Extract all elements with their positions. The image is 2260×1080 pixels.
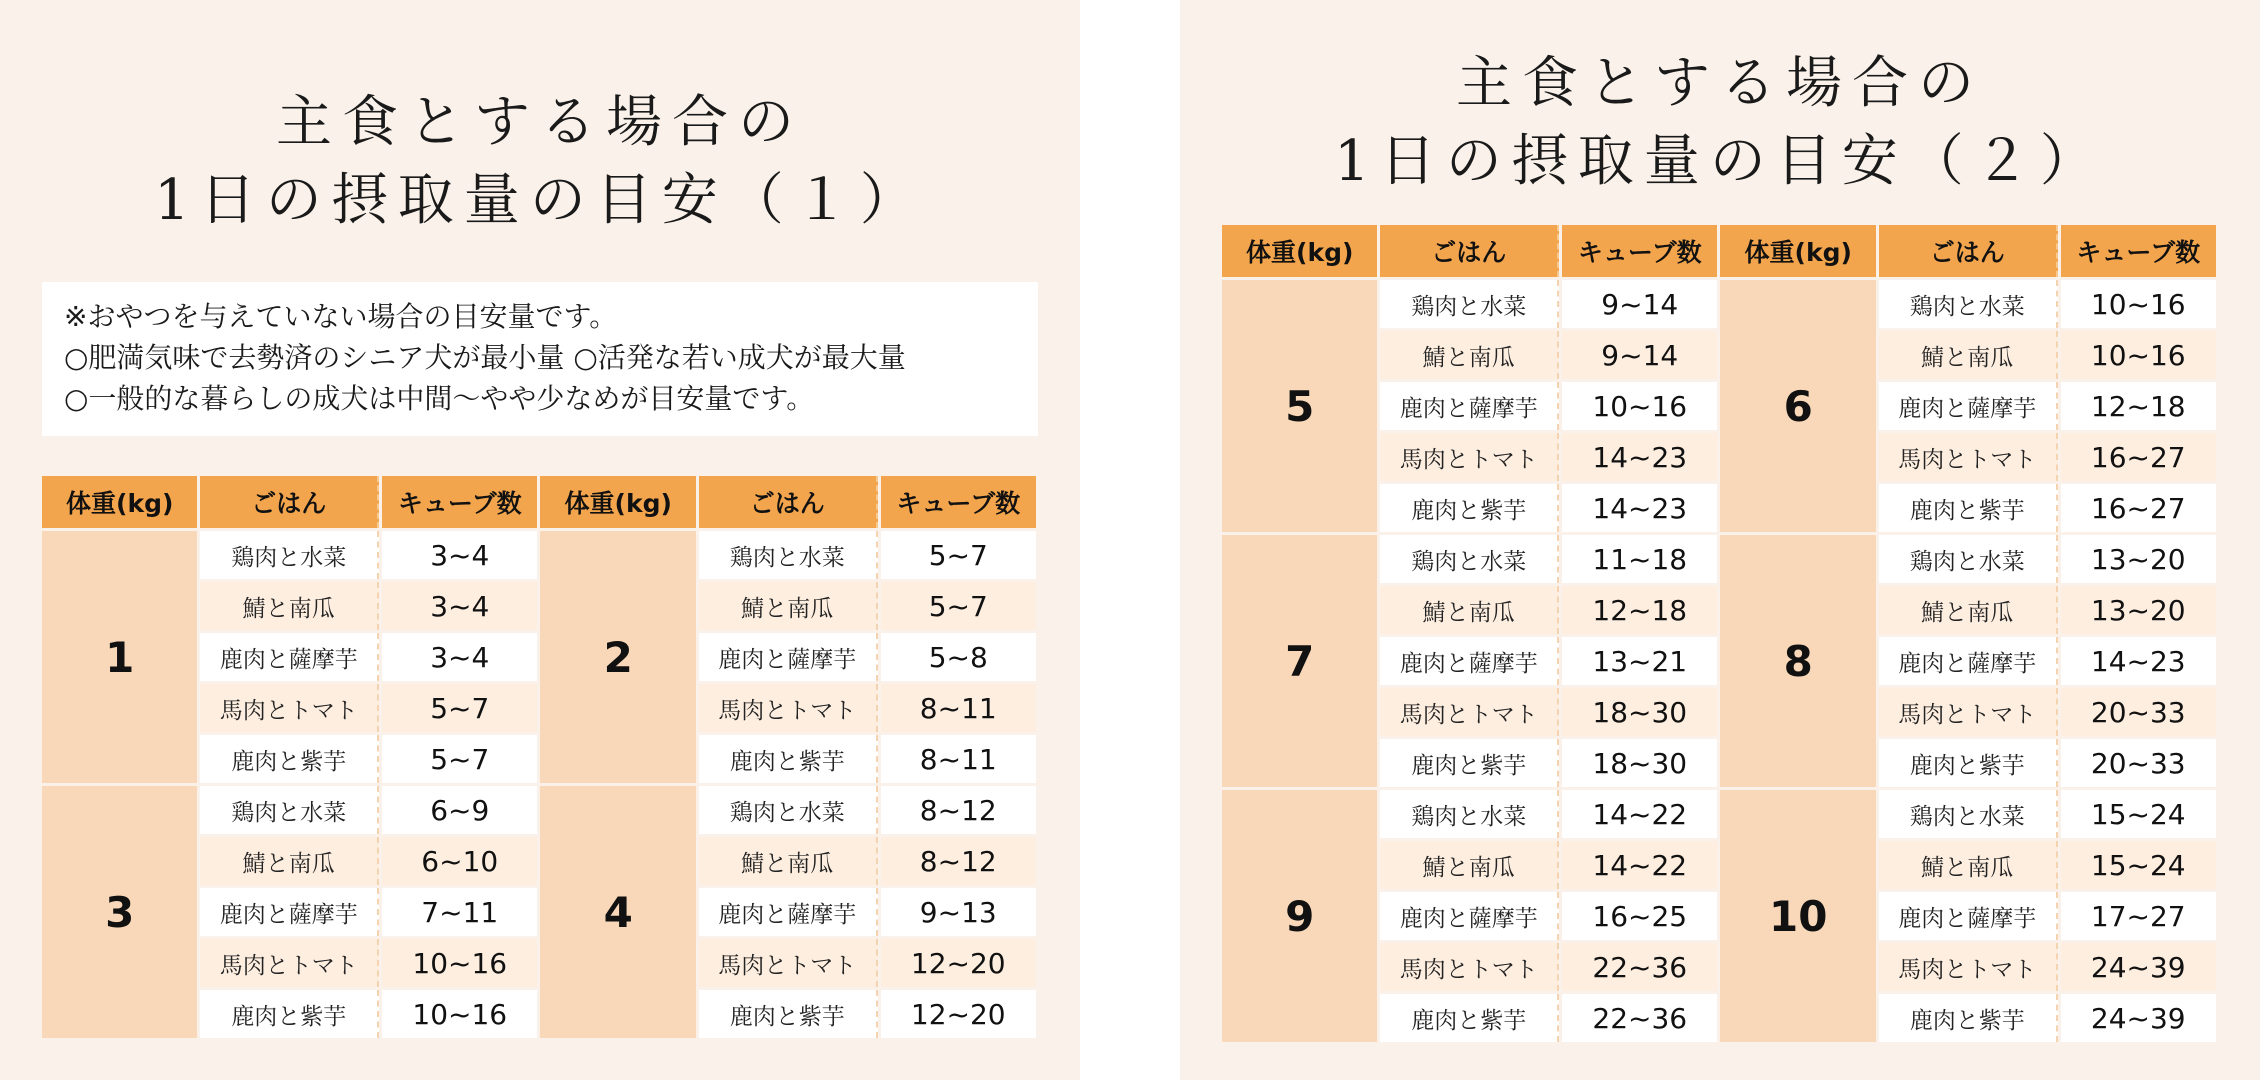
food-column-header: ごはん — [1879, 225, 2058, 277]
food-cell: 馬肉とトマト — [1380, 943, 1559, 991]
food-cell: 鶏肉と水菜 — [1380, 535, 1559, 583]
cube-count-cell: 5~7 — [881, 531, 1037, 579]
cube-count-cell: 13~20 — [2061, 586, 2217, 634]
food-cell: 鹿肉と紫芋 — [1380, 994, 1559, 1042]
food-cell: 馬肉とトマト — [1879, 943, 2058, 991]
food-cell: 馬肉とトマト — [699, 684, 878, 732]
note-box — [42, 282, 1038, 436]
table-row — [1222, 280, 2216, 328]
weight-cell: 9 — [1222, 790, 1377, 1042]
food-cell: 馬肉とトマト — [200, 939, 379, 987]
title-line-1: 主食とする場合の — [1456, 51, 1984, 116]
left-panel — [0, 0, 1080, 1080]
cube-count-cell: 14~22 — [1562, 790, 1717, 838]
weight-cell: 3 — [42, 786, 197, 1038]
cube-count-cell: 8~12 — [881, 786, 1037, 834]
weight-cell: 4 — [540, 786, 695, 1038]
food-cell: 鶏肉と水菜 — [699, 786, 878, 834]
food-cell: 鹿肉と紫芋 — [1380, 739, 1559, 787]
food-cell: 鶏肉と水菜 — [1879, 790, 2058, 838]
food-cell: 鯖と南瓜 — [699, 837, 878, 885]
food-cell: 鹿肉と紫芋 — [1380, 484, 1559, 532]
cube-count-cell: 18~30 — [1562, 688, 1717, 736]
cubes-column-header: キューブ数 — [1562, 225, 1717, 277]
weight-cell: 6 — [1720, 280, 1875, 532]
food-cell: 鹿肉と薩摩芋 — [1380, 892, 1559, 940]
cube-count-cell: 10~16 — [382, 939, 537, 987]
food-cell: 鹿肉と薩摩芋 — [200, 633, 379, 681]
cube-count-cell: 11~18 — [1562, 535, 1717, 583]
table-row — [1222, 790, 2216, 838]
cube-count-cell: 3~4 — [382, 582, 537, 630]
cube-count-cell: 6~10 — [382, 837, 537, 885]
cube-count-cell: 5~7 — [382, 735, 537, 783]
cube-count-cell: 9~13 — [881, 888, 1037, 936]
cube-count-cell: 13~20 — [2061, 535, 2217, 583]
food-cell: 鶏肉と水菜 — [200, 786, 379, 834]
table-row — [1222, 535, 2216, 583]
food-cell: 鯖と南瓜 — [1380, 331, 1559, 379]
cubes-column-header: キューブ数 — [382, 476, 537, 528]
food-cell: 鹿肉と薩摩芋 — [1380, 637, 1559, 685]
table-header-row — [42, 476, 1036, 528]
note-line: ※おやつを与えていない場合の目安量です。 — [64, 300, 618, 333]
cube-count-cell: 24~39 — [2061, 994, 2217, 1042]
weight-column-header: 体重(kg) — [540, 476, 695, 528]
weight-column-header: 体重(kg) — [42, 476, 197, 528]
cubes-column-header: キューブ数 — [2061, 225, 2217, 277]
cube-count-cell: 3~4 — [382, 531, 537, 579]
cube-count-cell: 13~21 — [1562, 637, 1717, 685]
food-cell: 鯖と南瓜 — [200, 837, 379, 885]
food-cell: 鹿肉と薩摩芋 — [200, 888, 379, 936]
food-cell: 鯖と南瓜 — [1380, 841, 1559, 889]
cube-count-cell: 17~27 — [2061, 892, 2217, 940]
page-title — [0, 84, 1080, 240]
cube-count-cell: 16~25 — [1562, 892, 1717, 940]
title-line-2: 1日の摂取量の目安（２） — [1334, 129, 2106, 194]
cube-count-cell: 8~11 — [881, 684, 1037, 732]
weight-column-header: 体重(kg) — [1222, 225, 1377, 277]
table-row — [42, 531, 1036, 579]
cube-count-cell: 14~23 — [1562, 433, 1717, 481]
cube-count-cell: 12~18 — [1562, 586, 1717, 634]
page-title — [1180, 45, 2260, 201]
food-cell: 鯖と南瓜 — [1879, 586, 2058, 634]
food-cell: 鹿肉と薩摩芋 — [1380, 382, 1559, 430]
food-cell: 鯖と南瓜 — [200, 582, 379, 630]
cube-count-cell: 14~22 — [1562, 841, 1717, 889]
food-cell: 鹿肉と紫芋 — [699, 735, 878, 783]
food-cell: 鯖と南瓜 — [1380, 586, 1559, 634]
weight-cell: 8 — [1720, 535, 1875, 787]
food-cell: 馬肉とトマト — [1879, 688, 2058, 736]
food-cell: 鯖と南瓜 — [1879, 841, 2058, 889]
cube-count-cell: 15~24 — [2061, 841, 2217, 889]
food-cell: 鹿肉と紫芋 — [1879, 484, 2058, 532]
cube-count-cell: 10~16 — [1562, 382, 1717, 430]
food-cell: 鶏肉と水菜 — [1380, 280, 1559, 328]
food-cell: 鶏肉と水菜 — [1879, 535, 2058, 583]
food-cell: 鹿肉と薩摩芋 — [1879, 637, 2058, 685]
title-line-2: 1日の摂取量の目安（１） — [154, 168, 926, 233]
cube-count-cell: 9~14 — [1562, 331, 1717, 379]
weight-column-header: 体重(kg) — [1720, 225, 1875, 277]
food-cell: 鶏肉と水菜 — [699, 531, 878, 579]
cube-count-cell: 10~16 — [382, 990, 537, 1038]
food-column-header: ごはん — [200, 476, 379, 528]
food-cell: 鯖と南瓜 — [699, 582, 878, 630]
cube-count-cell: 20~33 — [2061, 688, 2217, 736]
right-panel — [1180, 0, 2260, 1080]
food-column-header: ごはん — [1380, 225, 1559, 277]
cube-count-cell: 6~9 — [382, 786, 537, 834]
food-cell: 鹿肉と紫芋 — [200, 735, 379, 783]
cube-count-cell: 12~20 — [881, 990, 1037, 1038]
food-cell: 鹿肉と紫芋 — [200, 990, 379, 1038]
cube-count-cell: 10~16 — [2061, 280, 2217, 328]
weight-cell: 1 — [42, 531, 197, 783]
table-row — [42, 786, 1036, 834]
weight-cell: 2 — [540, 531, 695, 783]
cube-count-cell: 15~24 — [2061, 790, 2217, 838]
cube-count-cell: 22~36 — [1562, 943, 1717, 991]
food-cell: 鹿肉と紫芋 — [1879, 994, 2058, 1042]
cube-count-cell: 14~23 — [1562, 484, 1717, 532]
weight-cell: 5 — [1222, 280, 1377, 532]
food-cell: 鶏肉と水菜 — [1879, 280, 2058, 328]
cube-count-cell: 16~27 — [2061, 484, 2217, 532]
cube-count-cell: 5~8 — [881, 633, 1037, 681]
food-cell: 鹿肉と薩摩芋 — [699, 633, 878, 681]
cube-count-cell: 5~7 — [881, 582, 1037, 630]
note-line: ○一般的な暮らしの成犬は中間〜やや少なめが目安量です。 — [64, 382, 815, 415]
weight-cell: 7 — [1222, 535, 1377, 787]
food-cell: 鹿肉と紫芋 — [1879, 739, 2058, 787]
food-cell: 鹿肉と紫芋 — [699, 990, 878, 1038]
cube-count-cell: 8~12 — [881, 837, 1037, 885]
cube-count-cell: 12~18 — [2061, 382, 2217, 430]
food-cell: 馬肉とトマト — [699, 939, 878, 987]
food-cell: 鹿肉と薩摩芋 — [1879, 382, 2058, 430]
food-column-header: ごはん — [699, 476, 878, 528]
food-cell: 馬肉とトマト — [200, 684, 379, 732]
cube-count-cell: 12~20 — [881, 939, 1037, 987]
cube-count-cell: 8~11 — [881, 735, 1037, 783]
weight-cell: 10 — [1720, 790, 1875, 1042]
cube-count-cell: 16~27 — [2061, 433, 2217, 481]
cube-count-cell: 10~16 — [2061, 331, 2217, 379]
food-cell: 馬肉とトマト — [1879, 433, 2058, 481]
food-cell: 鯖と南瓜 — [1879, 331, 2058, 379]
food-cell: 馬肉とトマト — [1380, 688, 1559, 736]
cube-count-cell: 20~33 — [2061, 739, 2217, 787]
cubes-column-header: キューブ数 — [881, 476, 1037, 528]
food-cell: 鹿肉と薩摩芋 — [699, 888, 878, 936]
cube-count-cell: 5~7 — [382, 684, 537, 732]
cube-count-cell: 3~4 — [382, 633, 537, 681]
food-cell: 馬肉とトマト — [1380, 433, 1559, 481]
note-line: ○肥満気味で去勢済のシニア犬が最小量 ○活発な若い成犬が最大量 — [64, 341, 906, 374]
cube-count-cell: 7~11 — [382, 888, 537, 936]
table-header-row — [1222, 225, 2216, 277]
cube-count-cell: 22~36 — [1562, 994, 1717, 1042]
cube-count-cell: 18~30 — [1562, 739, 1717, 787]
title-line-1: 主食とする場合の — [276, 90, 804, 155]
food-cell: 鶏肉と水菜 — [1380, 790, 1559, 838]
food-cell: 鹿肉と薩摩芋 — [1879, 892, 2058, 940]
intake-table — [39, 473, 1039, 1041]
food-cell: 鶏肉と水菜 — [200, 531, 379, 579]
cube-count-cell: 9~14 — [1562, 280, 1717, 328]
cube-count-cell: 14~23 — [2061, 637, 2217, 685]
intake-table — [1219, 222, 2219, 1045]
cube-count-cell: 24~39 — [2061, 943, 2217, 991]
